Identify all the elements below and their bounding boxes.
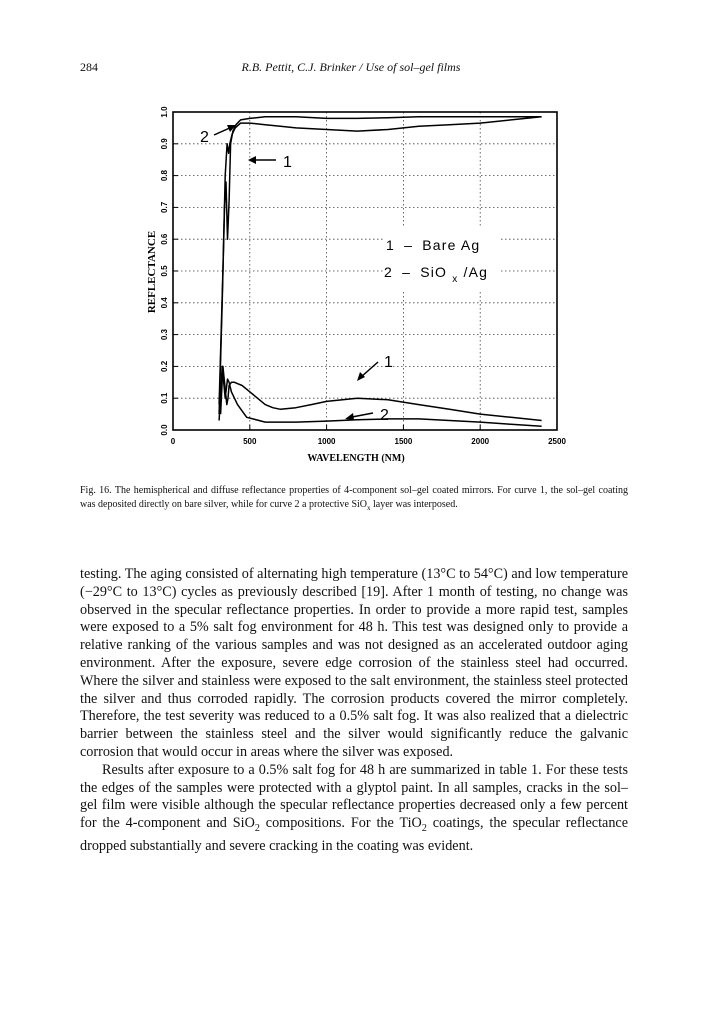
legend-label: SiO: [420, 264, 448, 280]
figure-caption: [80, 484, 628, 515]
caption-label: Fig. 16.: [80, 485, 112, 496]
subscript: 2: [421, 822, 427, 834]
y-axis-label: REFLECTANCE: [146, 230, 158, 314]
annotation-arrow: [352, 413, 373, 417]
x-tick-label: 500: [243, 437, 257, 446]
x-tick-label: 1500: [394, 437, 413, 446]
annotation-arrowhead: [357, 372, 365, 381]
legend-dash: –: [404, 237, 414, 253]
x-tick-label: 2500: [548, 437, 566, 446]
legend-label: Bare Ag: [422, 237, 481, 253]
body-text: [80, 566, 628, 856]
running-head: R.B. Pettit, C.J. Brinker / Use of sol–gel films: [241, 60, 461, 74]
annotation-arrow: [361, 362, 378, 377]
paragraph-text: coatings, the specular reflectance dropped substantially and severe cracking in the coating was evident.: [80, 815, 629, 854]
y-tick-label: 0.6: [160, 233, 169, 245]
paragraph-text: compositions. For the TiO: [259, 815, 422, 832]
annotation-label: 2: [200, 129, 209, 146]
caption-text: The hemispherical and diffuse reflectance properties of 4-component sol–gel coated mirrors. For curve 1, the sol–gel coating was deposited directly on bare silver, while for curve 2 a protective SiO: [80, 485, 628, 510]
y-tick-label: 0.1: [160, 392, 169, 404]
y-tick-label: 1.0: [160, 106, 169, 118]
paragraph: [80, 762, 628, 856]
y-tick-label: 0.3: [160, 329, 169, 341]
y-tick-label: 0.4: [160, 297, 169, 309]
legend-number: 2: [384, 264, 393, 280]
y-tick-label: 0.9: [160, 138, 169, 150]
x-tick-label: 1000: [317, 437, 336, 446]
annotation-arrowhead: [248, 156, 256, 164]
legend-suffix: /Ag: [463, 264, 489, 280]
reflectance-figure: [0, 0, 702, 480]
caption-subscript: x: [367, 504, 371, 512]
y-tick-label: 0.7: [160, 201, 169, 213]
annotation-label: 1: [283, 154, 292, 171]
caption-text-end: layer was interposed.: [370, 499, 458, 510]
paragraph-text: Results after exposure to a 0.5% salt fog for 48 h are summarized in table 1. For these tests the edges of the samples were protected with a glyptol paint. In all samples, cracks in the sol–gel film were visible although the specular reflectance properties decreased only a few percent for the 4-component and SiO: [80, 761, 628, 832]
annotation-label: 1: [384, 354, 393, 371]
paragraph: testing. The aging consisted of alternating high temperature (13°C to 54°C) and low temperature (−29°C to 13°C) cycles as previously described [19]. After 1 month of testing, no change was observed in the specular reflectance properties. In order to provide a more rapid test, samples were exposed to a 5% salt fog environment for 48 h. This test was designed only to provide a relative ranking of the various samples and was not designed as an accelerated outdoor aging environment. After the exposure, severe edge corrosion of the stainless steel had occurred. Where the silver and stainless were exposed to the salt environment, the stainless steel protected the silver and thus corroded rapidly. The corrosion products covered the mirror completely. Therefore, the test severity was reduced to a 0.5% salt fog. It was also realized that a dielectric barrier between the stainless steel and the silver would significantly reduce the galvanic corrosion that would occur in areas where the silver was exposed.: [80, 566, 628, 760]
y-tick-label: 0.0: [160, 424, 169, 436]
annotation-arrowhead: [345, 413, 354, 420]
y-tick-label: 0.2: [160, 360, 169, 372]
x-tick-label: 0: [170, 437, 176, 446]
x-axis-label: WAVELENGTH (NM): [307, 453, 405, 464]
legend-dash: –: [402, 264, 412, 280]
annotation-label: 2: [380, 407, 389, 424]
y-tick-label: 0.8: [160, 170, 169, 182]
legend-subscript: x: [452, 274, 459, 285]
legend: [383, 228, 501, 290]
legend-number: 1: [386, 237, 395, 253]
y-tick-label: 0.5: [160, 265, 169, 277]
x-tick-label: 2000: [471, 437, 490, 446]
curve-annotations: [200, 125, 393, 424]
page-number: 284: [80, 60, 98, 74]
subscript: 2: [254, 822, 260, 834]
